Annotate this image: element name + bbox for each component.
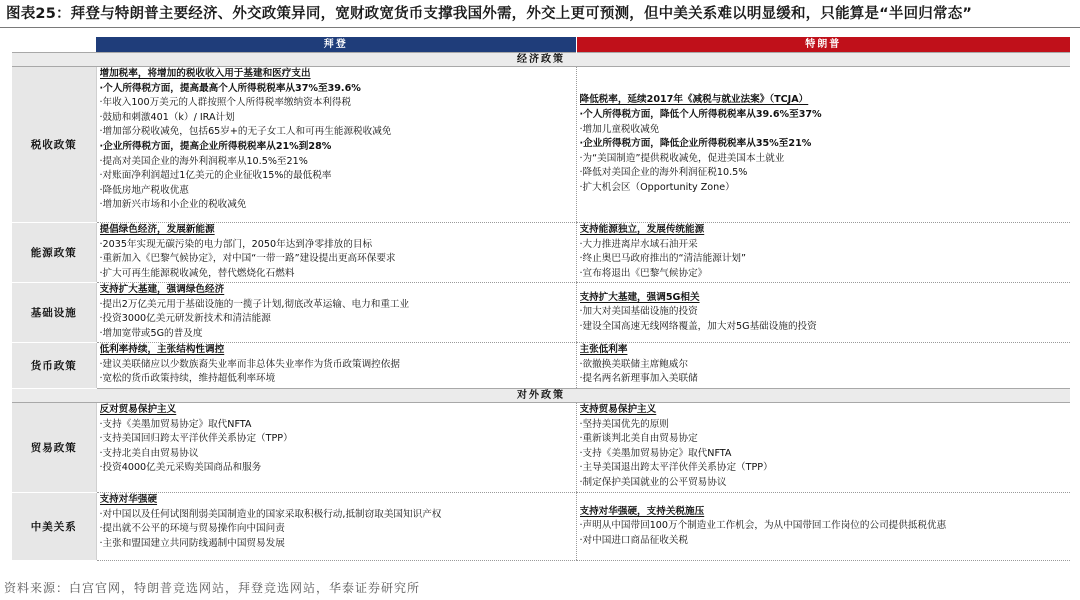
policy-item: ·主导美国退出跨太平洋伙伴关系协定（TPP） bbox=[579, 462, 773, 474]
section-label-economic: 经济政策 bbox=[12, 53, 1070, 67]
policy-item: ·支持《美墨加贸易协定》取代NFTA bbox=[579, 447, 732, 459]
policy-item: ·制定保护美国就业的公平贸易协议 bbox=[579, 476, 727, 488]
policy-item: ·提出2万亿美元用于基础设施的一揽子计划,彻底改革运输、电力和重工业 bbox=[99, 298, 410, 310]
policy-item: ·为“美国制造”提供税收减免，促进美国本土就业 bbox=[579, 152, 785, 164]
biden-cell bbox=[96, 283, 576, 343]
policy-heading: 支持对华强硬，支持关税施压 bbox=[579, 505, 705, 517]
policy-item: ·提出就不公平的环境与贸易操作向中国问责 bbox=[99, 523, 285, 535]
row-category: 税收政策 bbox=[12, 67, 96, 223]
policy-heading: 降低税率，延续2017年《减税与就业法案》（TCJA） bbox=[579, 94, 809, 106]
policy-item: ·加大对美国基础设施的投资 bbox=[579, 306, 698, 318]
policy-item: ·欲撤换美联储主席鲍威尔 bbox=[579, 358, 689, 370]
trump-cell bbox=[576, 403, 1070, 493]
policy-item: ·重新谈判北美自由贸易协定 bbox=[579, 433, 698, 445]
policy-item: ·提高对美国企业的海外利润税率从10.5%至21% bbox=[99, 155, 308, 167]
policy-item: ·大力推进离岸水域石油开采 bbox=[579, 238, 698, 250]
policy-item: ·年收入100万美元的人群按照个人所得税率缴纳资本利得税 bbox=[99, 97, 352, 109]
table-row bbox=[12, 67, 1070, 223]
policy-item: ·2035年实现无碳污染的电力部门，2050年达到净零排放的目标 bbox=[99, 238, 373, 250]
policy-heading: 提倡绿色经济，发展新能源 bbox=[99, 224, 215, 235]
header-biden: 拜登 bbox=[96, 37, 576, 53]
policy-item: ·坚持美国优先的原则 bbox=[579, 418, 669, 430]
figure-title: 图表25：拜登与特朗普主要经济、外交政策异同，宽财政宽货币支撑我国外需，外交上更可预测，但中美关系难以明显缓和，只能算是“半回归常态” bbox=[6, 6, 973, 22]
table-row bbox=[12, 283, 1070, 343]
policy-item: ·投资3000亿美元研发新技术和清洁能源 bbox=[99, 313, 271, 325]
policy-item: ·投资4000亿美元采购美国商品和服务 bbox=[99, 462, 262, 474]
biden-cell bbox=[96, 223, 576, 283]
policy-item: ·增加儿童税收减免 bbox=[579, 123, 660, 135]
section-row-economic bbox=[12, 53, 1070, 67]
policy-item: ·建议美联储应以少数族裔失业率而非总体失业率作为货币政策调控依据 bbox=[99, 358, 400, 370]
policy-item: ·扩大机会区（Opportunity Zone） bbox=[579, 181, 735, 193]
row-category: 能源政策 bbox=[12, 223, 96, 283]
section-label-foreign: 对外政策 bbox=[12, 389, 1070, 403]
trump-cell bbox=[576, 493, 1070, 561]
policy-heading: 增加税率，将增加的税收收入用于基建和医疗支出 bbox=[99, 68, 311, 79]
policy-item: ·降低对美国企业的海外利润征税10.5% bbox=[579, 167, 748, 179]
row-category: 中美关系 bbox=[12, 493, 96, 561]
table-row bbox=[12, 223, 1070, 283]
trump-cell bbox=[576, 283, 1070, 343]
source-note: 资料来源：白宫官网，特朗普竞选网站，拜登竞选网站，华泰证券研究所 bbox=[4, 581, 421, 595]
biden-cell bbox=[96, 403, 576, 493]
policy-item: ·主张和盟国建立共同防线遏制中国贸易发展 bbox=[99, 537, 285, 549]
policy-heading: 支持扩大基建，强调5G相关 bbox=[579, 291, 700, 303]
policy-heading: 支持扩大基建，强调绿色经济 bbox=[99, 284, 225, 295]
trump-cell bbox=[576, 67, 1070, 223]
policy-item: ·降低房地产税收优惠 bbox=[99, 184, 189, 196]
policy-item: ·宽松的货币政策持续，维持超低利率环境 bbox=[99, 373, 276, 385]
biden-cell bbox=[96, 343, 576, 389]
policy-item: ·对账面净利润超过1亿美元的企业征收15%的最低税率 bbox=[99, 170, 332, 182]
header-trump: 特朗普 bbox=[576, 37, 1070, 53]
policy-item: ·提名两名新理事加入美联储 bbox=[579, 373, 698, 385]
header-blank bbox=[12, 37, 96, 53]
policy-item: ·重新加入《巴黎气候协定》，对中国“一带一路”建设提出更高环保要求 bbox=[99, 253, 396, 265]
trump-cell bbox=[576, 343, 1070, 389]
policy-item: ·企业所得税方面，降低企业所得税税率从35%至21% bbox=[579, 138, 812, 150]
trump-cell bbox=[576, 223, 1070, 283]
row-category: 基础设施 bbox=[12, 283, 96, 343]
policy-item: ·企业所得税方面，提高企业所得税税率从21%到28% bbox=[99, 140, 332, 152]
table-row bbox=[12, 343, 1070, 389]
policy-item: ·增加部分税收减免，包括65岁+的无子女工人和可再生能源税收减免 bbox=[99, 126, 392, 138]
policy-item: ·终止奥巴马政府推出的“清洁能源计划” bbox=[579, 253, 746, 265]
policy-heading: 支持能源独立，发展传统能源 bbox=[579, 224, 705, 235]
policy-heading: 支持对华强硬 bbox=[99, 494, 158, 505]
table-row bbox=[12, 403, 1070, 493]
policy-item: ·支持《美墨加贸易协定》取代NFTA bbox=[99, 418, 252, 430]
policy-item: ·声明从中国带回100万个制造业工作机会，为从中国带回工作岗位的公司提供抵税优惠 bbox=[579, 520, 947, 532]
row-category: 货币政策 bbox=[12, 343, 96, 389]
policy-item: ·增加宽带或5G的普及度 bbox=[99, 327, 203, 339]
policy-item: ·支持北美自由贸易协议 bbox=[99, 447, 199, 459]
policy-item: ·个人所得税方面，降低个人所得税税率从39.6%至37% bbox=[579, 109, 822, 121]
policy-heading: 反对贸易保护主义 bbox=[99, 404, 177, 415]
policy-item: ·对中国以及任何试图削弱美国制造业的国家采取积极行动,抵制窃取美国知识产权 bbox=[99, 508, 442, 520]
biden-cell bbox=[96, 67, 576, 223]
policy-item: ·对中国进口商品征收关税 bbox=[579, 534, 689, 546]
policy-item: ·宣布将退出《巴黎气候协定》 bbox=[579, 267, 708, 279]
table-row bbox=[12, 493, 1070, 561]
policy-item: ·扩大可再生能源税收减免，替代燃烧化石燃料 bbox=[99, 267, 295, 279]
policy-item: ·支持美国回归跨太平洋伙伴关系协定（TPP） bbox=[99, 433, 293, 445]
policy-heading: 低利率持续，主张结构性调控 bbox=[99, 344, 225, 355]
policy-heading: 支持贸易保护主义 bbox=[579, 404, 657, 415]
biden-cell bbox=[96, 493, 576, 561]
policy-item: ·鼓励和刺激401（k）/ IRA计划 bbox=[99, 111, 235, 123]
policy-item: ·增加新兴市场和小企业的税收减免 bbox=[99, 199, 247, 211]
row-category: 贸易政策 bbox=[12, 403, 96, 493]
title-divider bbox=[0, 27, 1080, 28]
policy-item: ·建设全国高速无线网络覆盖，加大对5G基础设施的投资 bbox=[579, 320, 817, 332]
table-header-row bbox=[12, 37, 1070, 53]
section-row-foreign bbox=[12, 389, 1070, 403]
policy-heading: 主张低利率 bbox=[579, 344, 628, 355]
policy-item: ·个人所得税方面，提高最高个人所得税税率从37%至39.6% bbox=[99, 82, 361, 94]
policy-comparison-table bbox=[12, 37, 1070, 561]
